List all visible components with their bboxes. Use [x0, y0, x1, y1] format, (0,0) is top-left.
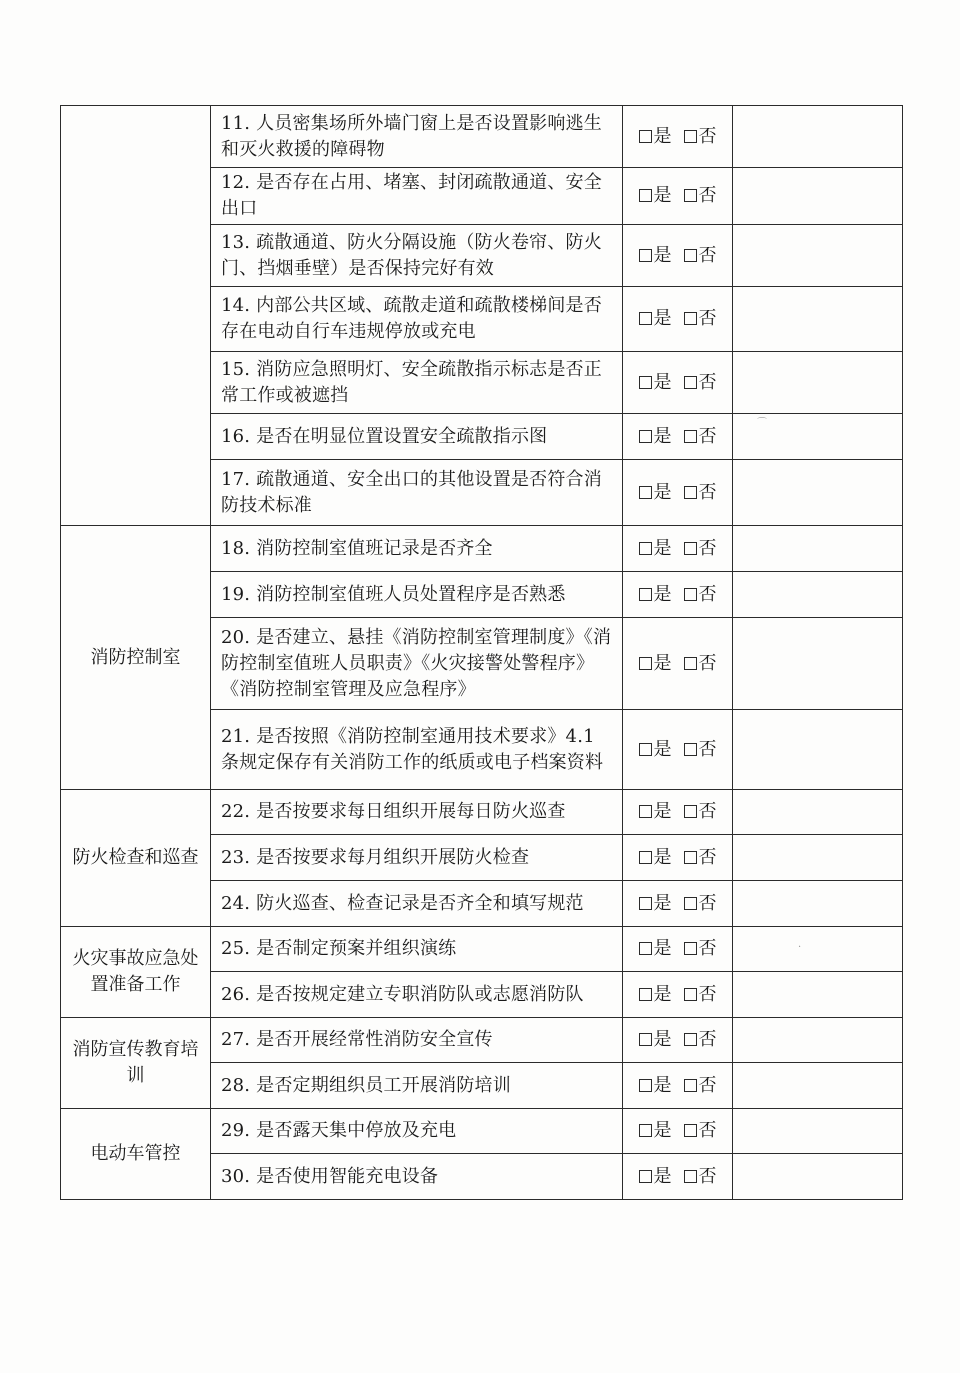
- yes-option[interactable]: [639, 1164, 672, 1190]
- checkbox-label-no: 否: [698, 1029, 717, 1050]
- no-option[interactable]: [684, 651, 717, 677]
- remarks-cell[interactable]: [733, 526, 903, 572]
- checkbox-label-yes: 是: [653, 1165, 672, 1187]
- yes-option[interactable]: [639, 370, 672, 396]
- remarks-cell[interactable]: [733, 572, 903, 618]
- checkbox-no[interactable]: [684, 851, 697, 864]
- checkbox-no[interactable]: [684, 657, 697, 670]
- checkbox-yes[interactable]: [639, 1124, 652, 1137]
- checkbox-no[interactable]: [684, 743, 697, 756]
- check-item-text: 12. 是否存在占用、堵塞、封闭疏散通道、安全出口: [211, 168, 623, 225]
- checkbox-label-yes: 是: [653, 308, 672, 329]
- remarks-cell[interactable]: [733, 618, 903, 710]
- yes-no-cell: [623, 106, 733, 168]
- category-cell: 消防宣传教育培训: [61, 1018, 211, 1109]
- fire-safety-checklist-table: [60, 105, 903, 1200]
- checkbox-label-yes: 是: [653, 481, 672, 503]
- checkbox-label-yes: 是: [653, 846, 672, 868]
- check-item-text: 15. 消防应急照明灯、安全疏散指示标志是否正常工作或被遮挡: [211, 352, 623, 414]
- checkbox-yes[interactable]: [639, 851, 652, 864]
- yes-option[interactable]: [639, 306, 672, 332]
- checklist-row: [61, 927, 903, 972]
- yes-option[interactable]: [639, 424, 672, 450]
- check-item-text: 22. 是否按要求每日组织开展每日防火巡查: [211, 790, 623, 835]
- checkbox-no[interactable]: [684, 942, 697, 955]
- checkbox-label-yes: 是: [653, 983, 672, 1005]
- yes-option[interactable]: [639, 845, 672, 871]
- yes-option[interactable]: [639, 982, 672, 1008]
- checklist-row: [61, 790, 903, 835]
- no-option[interactable]: [684, 243, 717, 269]
- checkbox-yes[interactable]: [639, 542, 652, 555]
- yes-no-cell: [623, 168, 733, 225]
- yes-no-cell: [623, 835, 733, 881]
- no-option[interactable]: [684, 982, 717, 1008]
- checkbox-yes[interactable]: [639, 1079, 652, 1092]
- checkbox-no[interactable]: [684, 542, 697, 555]
- yes-no-cell: [623, 287, 733, 352]
- remarks-cell[interactable]: [733, 881, 903, 927]
- category-cell: 消防控制室: [61, 526, 211, 790]
- checkbox-no[interactable]: [684, 430, 697, 443]
- remarks-cell[interactable]: [733, 835, 903, 881]
- category-cell: [61, 106, 211, 526]
- checkbox-label-yes: 是: [653, 371, 672, 393]
- category-cell: 电动车管控: [61, 1109, 211, 1200]
- checkbox-no[interactable]: [684, 1124, 697, 1137]
- yes-no-cell: [623, 414, 733, 460]
- no-option[interactable]: [684, 536, 717, 562]
- yes-no-cell: [623, 526, 733, 572]
- checklist-row: [61, 1018, 903, 1063]
- checkbox-label-no: 否: [698, 892, 717, 914]
- remarks-cell[interactable]: [733, 287, 903, 352]
- checkbox-label-yes: 是: [653, 938, 672, 959]
- remarks-cell[interactable]: [733, 460, 903, 526]
- check-item-text: 16. 是否在明显位置设置安全疏散指示图: [211, 414, 623, 460]
- checkbox-label-no: 否: [698, 125, 717, 147]
- yes-no-cell: [623, 225, 733, 287]
- checkbox-yes[interactable]: [639, 430, 652, 443]
- checkbox-yes[interactable]: [639, 249, 652, 262]
- yes-option[interactable]: [639, 243, 672, 269]
- remarks-cell[interactable]: [733, 927, 903, 972]
- check-item-text: 23. 是否按要求每月组织开展防火检查: [211, 835, 623, 881]
- remarks-cell[interactable]: [733, 1018, 903, 1063]
- checkbox-label-no: 否: [698, 738, 717, 760]
- checkbox-label-yes: 是: [653, 1029, 672, 1050]
- yes-no-cell: [623, 1063, 733, 1109]
- checklist-row: [61, 526, 903, 572]
- yes-no-cell: [623, 618, 733, 710]
- yes-no-cell: [623, 460, 733, 526]
- checkbox-label-no: 否: [698, 801, 717, 822]
- checkbox-yes[interactable]: [639, 486, 652, 499]
- checklist-row: [61, 1109, 903, 1154]
- yes-option[interactable]: [639, 536, 672, 562]
- check-item-text: 11. 人员密集场所外墙门窗上是否设置影响逃生和灭火救援的障碍物: [211, 106, 623, 168]
- category-cell: 防火检查和巡查: [61, 790, 211, 927]
- checkbox-yes[interactable]: [639, 130, 652, 143]
- checkbox-label-no: 否: [698, 308, 717, 329]
- checkbox-label-no: 否: [698, 481, 717, 503]
- checkbox-label-yes: 是: [653, 244, 672, 266]
- no-option[interactable]: [684, 891, 717, 917]
- yes-option[interactable]: [639, 1118, 672, 1144]
- category-cell: 火灾事故应急处置准备工作: [61, 927, 211, 1018]
- no-option[interactable]: [684, 845, 717, 871]
- remarks-cell[interactable]: [733, 106, 903, 168]
- checkbox-label-no: 否: [698, 244, 717, 266]
- check-item-text: 17. 疏散通道、安全出口的其他设置是否符合消防技术标准: [211, 460, 623, 526]
- checkbox-label-yes: 是: [653, 185, 672, 206]
- yes-option[interactable]: [639, 582, 672, 608]
- checkbox-label-no: 否: [698, 371, 717, 393]
- checkbox-no[interactable]: [684, 189, 697, 202]
- checkbox-label-yes: 是: [653, 801, 672, 822]
- checkbox-no[interactable]: [684, 897, 697, 910]
- checkbox-label-yes: 是: [653, 125, 672, 147]
- checkbox-yes[interactable]: [639, 189, 652, 202]
- checklist-row: [61, 106, 903, 168]
- checkbox-no[interactable]: [684, 1033, 697, 1046]
- remarks-cell[interactable]: [733, 1063, 903, 1109]
- checkbox-label-no: 否: [698, 1120, 717, 1141]
- checkbox-label-yes: 是: [653, 1120, 672, 1141]
- checkbox-yes[interactable]: [639, 1170, 652, 1183]
- no-option[interactable]: [684, 183, 717, 209]
- checkbox-no[interactable]: [684, 988, 697, 1001]
- checkbox-yes[interactable]: [639, 743, 652, 756]
- no-option[interactable]: [684, 480, 717, 506]
- checkbox-yes[interactable]: [639, 312, 652, 325]
- no-option[interactable]: [684, 424, 717, 450]
- yes-no-cell: [623, 1154, 733, 1200]
- checkbox-label-yes: 是: [653, 652, 672, 674]
- yes-option[interactable]: [639, 480, 672, 506]
- yes-option[interactable]: [639, 124, 672, 150]
- checklist-body: [61, 106, 903, 1200]
- checkbox-label-no: 否: [698, 938, 717, 959]
- checkbox-no[interactable]: [684, 588, 697, 601]
- check-item-text: 20. 是否建立、悬挂《消防控制室管理制度》《消防控制室值班人员职责》《火灾接警处警程序》《消防控制室管理及应急程序》: [211, 618, 623, 710]
- checkbox-label-yes: 是: [653, 425, 672, 447]
- checkbox-yes[interactable]: [639, 1033, 652, 1046]
- check-item-text: 30. 是否使用智能充电设备: [211, 1154, 623, 1200]
- checkbox-yes[interactable]: [639, 657, 652, 670]
- yes-option[interactable]: [639, 1073, 672, 1099]
- no-option[interactable]: [684, 124, 717, 150]
- checkbox-yes[interactable]: [639, 805, 652, 818]
- yes-no-cell: [623, 1018, 733, 1063]
- no-option[interactable]: [684, 582, 717, 608]
- checkbox-label-yes: 是: [653, 537, 672, 559]
- checkbox-yes[interactable]: [639, 942, 652, 955]
- yes-option[interactable]: [639, 651, 672, 677]
- remarks-cell[interactable]: [733, 352, 903, 414]
- checkbox-label-no: 否: [698, 1165, 717, 1187]
- yes-option[interactable]: [639, 936, 672, 962]
- checkbox-no[interactable]: [684, 1170, 697, 1183]
- check-item-text: 24. 防火巡查、检查记录是否齐全和填写规范: [211, 881, 623, 927]
- yes-no-cell: [623, 927, 733, 972]
- no-option[interactable]: [684, 737, 717, 763]
- checkbox-label-yes: 是: [653, 1074, 672, 1096]
- remarks-cell[interactable]: [733, 225, 903, 287]
- yes-no-cell: [623, 1109, 733, 1154]
- checkbox-label-yes: 是: [653, 583, 672, 605]
- no-option[interactable]: [684, 936, 717, 962]
- check-item-text: 27. 是否开展经常性消防安全宣传: [211, 1018, 623, 1063]
- checkbox-label-no: 否: [698, 983, 717, 1005]
- yes-no-cell: [623, 972, 733, 1018]
- yes-option[interactable]: [639, 799, 672, 825]
- checkbox-label-no: 否: [698, 425, 717, 447]
- yes-no-cell: [623, 881, 733, 927]
- remarks-cell[interactable]: [733, 790, 903, 835]
- yes-no-cell: [623, 790, 733, 835]
- check-item-text: 21. 是否按照《消防控制室通用技术要求》4.1 条规定保存有关消防工作的纸质或电子档案资料: [211, 710, 623, 790]
- check-item-text: 26. 是否按规定建立专职消防队或志愿消防队: [211, 972, 623, 1018]
- checkbox-no[interactable]: [684, 805, 697, 818]
- check-item-text: 13. 疏散通道、防火分隔设施（防火卷帘、防火门、挡烟垂壁）是否保持完好有效: [211, 225, 623, 287]
- checkbox-yes[interactable]: [639, 376, 652, 389]
- yes-no-cell: [623, 710, 733, 790]
- checkbox-label-yes: 是: [653, 738, 672, 760]
- checkbox-label-no: 否: [698, 1074, 717, 1096]
- checkbox-no[interactable]: [684, 1079, 697, 1092]
- yes-option[interactable]: [639, 183, 672, 209]
- checkbox-label-no: 否: [698, 185, 717, 206]
- scan-speck: ·: [798, 942, 802, 953]
- remarks-cell[interactable]: [733, 1109, 903, 1154]
- no-option[interactable]: [684, 370, 717, 396]
- no-option[interactable]: [684, 1118, 717, 1144]
- checkbox-no[interactable]: [684, 312, 697, 325]
- remarks-cell[interactable]: [733, 1154, 903, 1200]
- checkbox-no[interactable]: [684, 376, 697, 389]
- remarks-cell[interactable]: [733, 710, 903, 790]
- remarks-cell[interactable]: [733, 168, 903, 225]
- remarks-cell[interactable]: [733, 972, 903, 1018]
- checkbox-no[interactable]: [684, 249, 697, 262]
- checkbox-label-no: 否: [698, 652, 717, 674]
- no-option[interactable]: [684, 799, 717, 825]
- check-item-text: 19. 消防控制室值班人员处置程序是否熟悉: [211, 572, 623, 618]
- no-option[interactable]: [684, 1164, 717, 1190]
- no-option[interactable]: [684, 306, 717, 332]
- check-item-text: 28. 是否定期组织员工开展消防培训: [211, 1063, 623, 1109]
- checkbox-no[interactable]: [684, 486, 697, 499]
- yes-no-cell: [623, 572, 733, 618]
- yes-option[interactable]: [639, 891, 672, 917]
- checkbox-label-no: 否: [698, 537, 717, 559]
- checkbox-label-yes: 是: [653, 892, 672, 914]
- checkbox-label-no: 否: [698, 583, 717, 605]
- check-item-text: 25. 是否制定预案并组织演练: [211, 927, 623, 972]
- checkbox-label-no: 否: [698, 846, 717, 868]
- scan-speck: ⌒: [757, 418, 767, 429]
- yes-option[interactable]: [639, 737, 672, 763]
- check-item-text: 14. 内部公共区域、疏散走道和疏散楼梯间是否存在电动自行车违规停放或充电: [211, 287, 623, 352]
- yes-no-cell: [623, 352, 733, 414]
- no-option[interactable]: [684, 1027, 717, 1053]
- checkbox-no[interactable]: [684, 130, 697, 143]
- checkbox-yes[interactable]: [639, 988, 652, 1001]
- no-option[interactable]: [684, 1073, 717, 1099]
- check-item-text: 18. 消防控制室值班记录是否齐全: [211, 526, 623, 572]
- check-item-text: 29. 是否露天集中停放及充电: [211, 1109, 623, 1154]
- yes-option[interactable]: [639, 1027, 672, 1053]
- checkbox-yes[interactable]: [639, 588, 652, 601]
- checkbox-yes[interactable]: [639, 897, 652, 910]
